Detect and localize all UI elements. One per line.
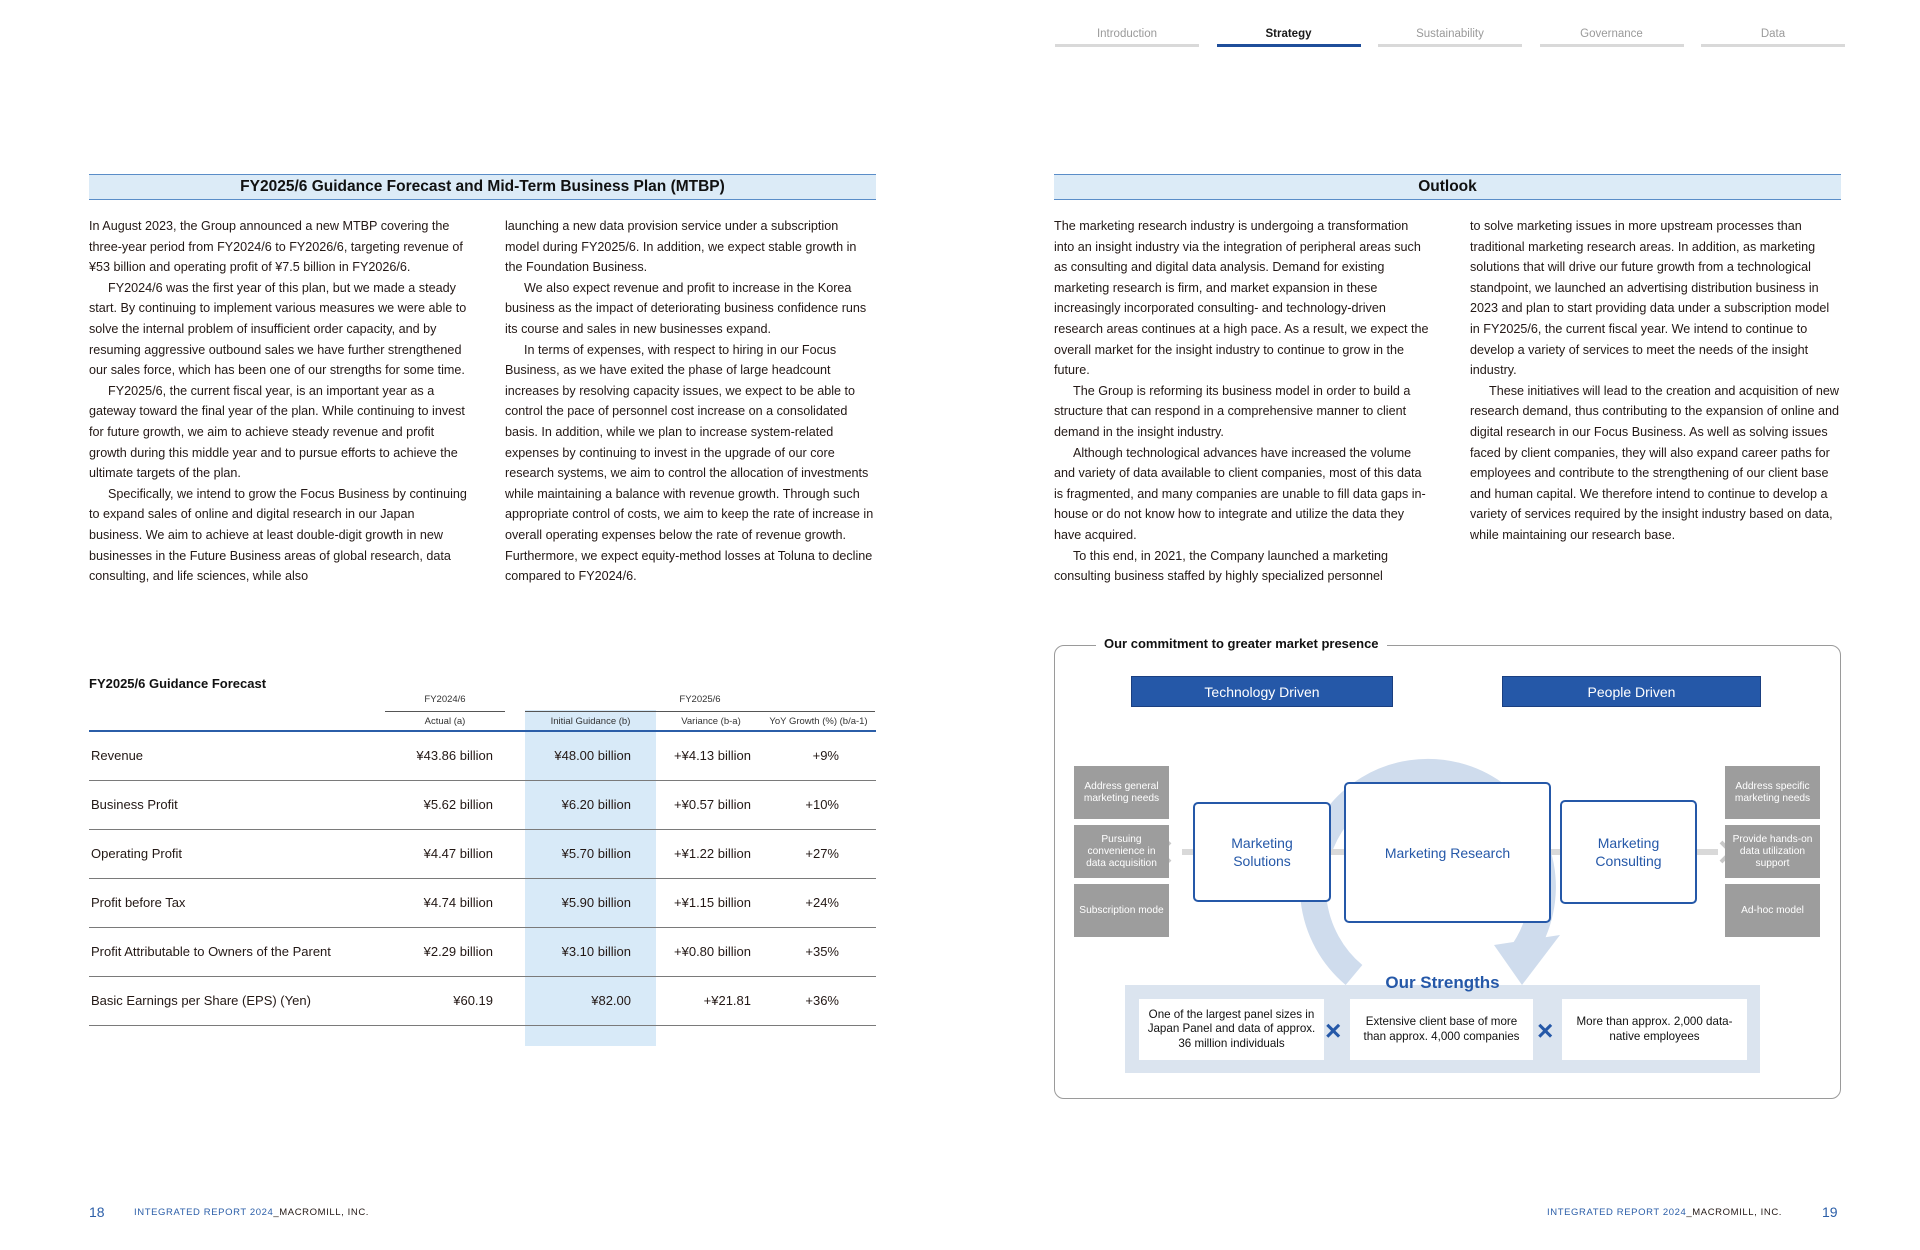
paragraph: These initiatives will lead to the creation and acquisition of new research demand, thus contributing to the expansion of online and digital research in our Focus Business. As well as solving issues faced by client companies, they will also expand career paths for employees and contribute to the strengthening of our client base and human capital. We therefore intend to continue to develop a variety of services required by the insight industry based on data, while maintaining our research base. — [1470, 383, 1840, 542]
strength-panel-size: One of the largest panel sizes in Japan Panel and data of approx. 36 million individuals — [1139, 999, 1324, 1060]
marketing-research-box: Marketing Research — [1344, 782, 1551, 923]
marketing-consulting-box: Marketing Consulting — [1560, 800, 1697, 904]
cell-actual: ¥60.19 — [453, 993, 493, 1008]
company-name: _MACROMILL, INC. — [273, 1207, 370, 1218]
tab-sustainability[interactable]: Sustainability — [1378, 28, 1522, 47]
paragraph: The marketing research industry is undergoing a transformation into an insight industry via the integration of peripheral areas such as consulting and digital data analysis. Demand for existing marketing research is firm, and market expansion in these increasingly incorporated consulting- and technology-driven research areas continues at a high pace. As a result, we expect the overall market for the insight industry to continue to grow in the future. — [1054, 219, 1429, 378]
cell-actual: ¥4.47 billion — [423, 846, 493, 861]
paragraph: FY2024/6 was the first year of this plan, but we made a steady start. By continuing to implement various measures we were able to solve the internal problem of insufficient order capacity, and by resuming aggressive outbound sales we have further strengthened our sales force, which has been one of our strengths for some time. — [89, 280, 467, 378]
table-row — [89, 977, 876, 1026]
row-label: Business Profit — [91, 797, 178, 812]
row-label: Revenue — [91, 748, 144, 763]
row-label: Profit before Tax — [91, 895, 186, 910]
strength-employees: More than approx. 2,000 data-native employees — [1562, 999, 1747, 1060]
company-name: _MACROMILL, INC. — [1686, 1207, 1783, 1218]
table-row — [89, 830, 876, 879]
report-name: INTEGRATED REPORT 2024 — [1547, 1207, 1687, 1218]
right-box-adhoc: Ad-hoc model — [1725, 884, 1820, 937]
tab-introduction[interactable]: Introduction — [1055, 28, 1199, 47]
outlook-column-1 — [1054, 216, 1430, 587]
table-row — [89, 781, 876, 830]
right-box-specific-needs: Address specific marketing needs — [1725, 766, 1820, 819]
paragraph: to solve marketing issues in more upstream processes than traditional marketing research areas. In addition, as marketing solutions that will drive our future growth from a technological standpoint, we launched an advertising distribution business in 2023 and plan to start providing data under a subscription model in FY2025/6, the current fiscal year. We intend to continue to develop a variety of services to meet the needs of the insight industry. — [1470, 219, 1830, 378]
cell-guidance: ¥82.00 — [591, 993, 631, 1008]
group-header-fy2024: FY2024/6 — [424, 694, 466, 705]
cell-variance: +¥4.13 billion — [674, 748, 751, 763]
group-rule — [525, 711, 875, 712]
mtbp-column-2 — [505, 216, 876, 587]
cell-variance: +¥1.15 billion — [674, 895, 751, 910]
section-nav — [1055, 28, 1845, 47]
group-rule — [385, 711, 505, 712]
diagram-title: Our commitment to greater market presence — [1096, 636, 1387, 651]
cell-actual: ¥4.74 billion — [423, 895, 493, 910]
left-box-convenience: Pursuing convenience in data acquisition — [1074, 825, 1169, 878]
cell-growth: +35% — [805, 944, 839, 959]
page-number-left: 18 — [89, 1204, 105, 1220]
paragraph: Specifically, we intend to grow the Focus Business by continuing to expand sales of online and digital research in our Japan business. We aim to achieve at least double-digit growth in new businesses in the Future Business areas of global research, data consulting, and life sciences, while also — [89, 486, 467, 584]
cell-actual: ¥5.62 billion — [423, 797, 493, 812]
times-icon: × — [1325, 1015, 1342, 1046]
table-row — [89, 928, 876, 977]
footer-left — [134, 1207, 369, 1218]
tab-data[interactable]: Data — [1701, 28, 1845, 47]
left-box-general-needs: Address general marketing needs — [1074, 766, 1169, 819]
cell-guidance: ¥5.90 billion — [561, 895, 631, 910]
col-header-guidance: Initial Guidance (b) — [550, 716, 631, 727]
cell-guidance: ¥5.70 billion — [561, 846, 631, 861]
outlook-column-2 — [1470, 216, 1841, 546]
mtbp-heading: FY2025/6 Guidance Forecast and Mid-Term Business Plan (MTBP) — [89, 174, 876, 200]
paragraph: The Group is reforming its business model in order to build a structure that can respond in a comprehensive manner to client demand in the insight industry. — [1054, 383, 1411, 439]
tab-governance[interactable]: Governance — [1540, 28, 1684, 47]
cell-growth: +36% — [805, 993, 839, 1008]
paragraph: Although technological advances have increased the volume and variety of data available to client companies, most of this data is fragmented, and many companies are unable to fill data gaps in-house or do not know how to integrate and utilize the data they have acquired. — [1054, 445, 1426, 542]
table-row — [89, 732, 876, 781]
cell-variance: +¥21.81 — [703, 993, 751, 1008]
paragraph: We also expect revenue and profit to increase in the Korea business as the impact of deteriorating business confidence runs its course and sales in new businesses expand. — [505, 280, 867, 336]
cell-variance: +¥1.22 billion — [674, 846, 751, 861]
cell-actual: ¥43.86 billion — [416, 748, 493, 763]
paragraph: To this end, in 2021, the Company launched a marketing consulting business staffed by highly specialized personnel — [1054, 548, 1389, 584]
tab-strategy[interactable]: Strategy — [1217, 28, 1361, 47]
cell-guidance: ¥3.10 billion — [561, 944, 631, 959]
technology-driven-label: Technology Driven — [1131, 676, 1393, 707]
row-label: Basic Earnings per Share (EPS) (Yen) — [91, 993, 311, 1008]
strength-client-base: Extensive client base of more than approx. 4,000 companies — [1350, 999, 1533, 1060]
report-name: INTEGRATED REPORT 2024 — [134, 1207, 274, 1218]
cell-variance: +¥0.57 billion — [674, 797, 751, 812]
paragraph: launching a new data provision service under a subscription model during FY2025/6. In addition, we expect stable growth in the Foundation Business. — [505, 219, 857, 275]
col-header-actual: Actual (a) — [424, 716, 466, 727]
mtbp-column-1 — [89, 216, 467, 587]
row-label: Profit Attributable to Owners of the Parent — [91, 944, 331, 959]
cell-actual: ¥2.29 billion — [423, 944, 493, 959]
cell-guidance: ¥48.00 billion — [554, 748, 631, 763]
cell-guidance: ¥6.20 billion — [561, 797, 631, 812]
row-label: Operating Profit — [91, 846, 183, 861]
cell-variance: +¥0.80 billion — [674, 944, 751, 959]
cell-growth: +27% — [805, 846, 839, 861]
col-header-variance: Variance (b-a) — [681, 716, 741, 727]
cell-growth: +9% — [812, 748, 839, 763]
cell-growth: +24% — [805, 895, 839, 910]
table-row — [89, 879, 876, 928]
marketing-solutions-box: Marketing Solutions — [1193, 802, 1331, 902]
cell-growth: +10% — [805, 797, 839, 812]
strengths-title: Our Strengths — [1385, 973, 1500, 992]
group-header-fy2025: FY2025/6 — [679, 694, 721, 705]
left-box-subscription: Subscription mode — [1074, 884, 1169, 937]
people-driven-label: People Driven — [1502, 676, 1761, 707]
guidance-table-title: FY2025/6 Guidance Forecast — [89, 676, 267, 691]
outlook-heading: Outlook — [1054, 174, 1841, 200]
right-box-hands-on-support: Provide hands-on data utilization support — [1725, 825, 1820, 878]
footer-right — [1547, 1207, 1782, 1218]
paragraph: In terms of expenses, with respect to hiring in our Focus Business, as we have exited the phase of large headcount increases by resolving capacity issues, we expect to be able to control the pace of personnel cost increase on a consolidated basis. In addition, while we plan to increase system-related expenses by continuing to invest in the upgrade of our core research systems, we aim to control the allocation of investments while maintaining a balance with revenue growth. Through such appropriate control of costs, we aim to keep the rate of increase in overall operating expenses below the rate of revenue growth. Furthermore, we expect equity-method losses at Toluna to decline compared to FY2024/6. — [505, 342, 874, 584]
times-icon: × — [1537, 1015, 1554, 1046]
page-number-right: 19 — [1822, 1204, 1838, 1220]
paragraph: In August 2023, the Group announced a new MTBP covering the three-year period from FY2024/6 to FY2026/6, targeting revenue of ¥53 billion and operating profit of ¥7.5 billion in FY2026/6. — [89, 219, 463, 275]
paragraph: FY2025/6, the current fiscal year, is an important year as a gateway toward the final year of the plan. While continuing to invest for future growth, we aim to achieve steady revenue and profit growth during this middle year and to pursue efforts to achieve the ultimate targets of the plan. — [89, 383, 465, 481]
col-header-growth: YoY Growth (%) (b/a-1) — [769, 716, 868, 727]
our-strengths-panel — [1125, 973, 1760, 1073]
